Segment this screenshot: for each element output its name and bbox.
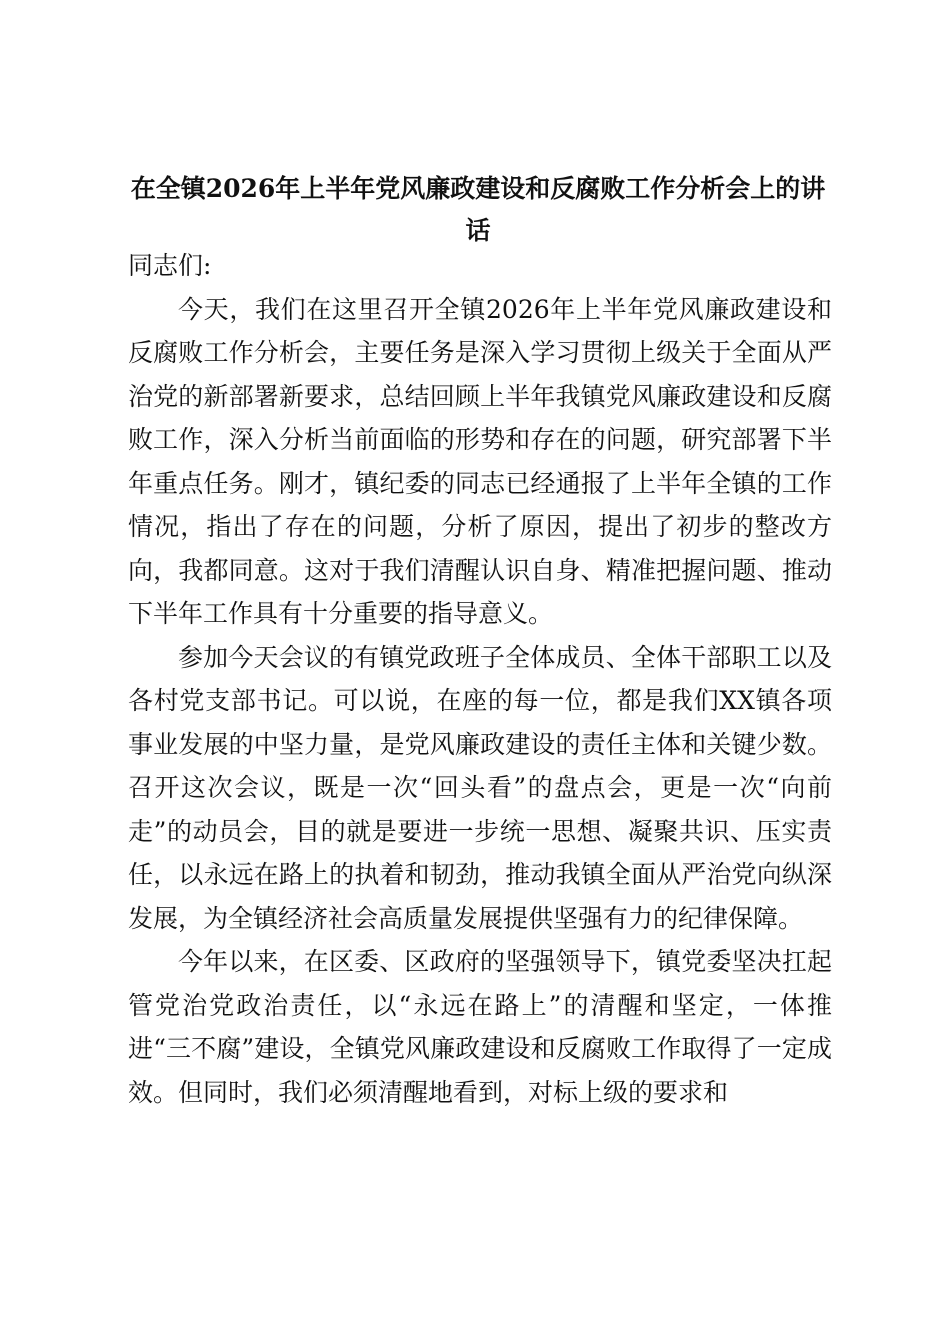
greeting: 同志们: — [128, 251, 212, 280]
document-title: 在全镇2026年上半年党风廉政建设和反腐败工作分析会上的讲话 — [130, 174, 826, 245]
paragraph-2: 参加今天会议的有镇党政班子全体成员、全体干部职工以及各村党支部书记。可以说，在座的每一位，都是我们XX镇各项事业发展的中坚力量，是党风廉政建设的责任主体和关键少数。召开这次会议，既是一次“回头看”的盘点会，更是一次“向前走”的动员会，目的就是要进一步统一思想、凝聚共识、压实责任，以永远在路上的执着和韧劲，推动我镇全面从严治党向纵深发展，为全镇经济社会高质量发展提供坚强有力的纪律保障。 — [128, 642, 832, 933]
paragraph-3: 今年以来，在区委、区政府的坚强领导下，镇党委坚决扛起管党治党政治责任，以“永远在路上”的清醒和坚定，一体推进“三不腐”建设，全镇党风廉政建设和反腐败工作取得了一定成效。但同时，我们必须清醒地看到，对标上级的要求和 — [128, 947, 832, 1107]
document-body — [128, 244, 832, 1114]
paragraph-1: 今天，我们在这里召开全镇2026年上半年党风廉政建设和反腐败工作分析会，主要任务是深入学习贯彻上级关于全面从严治党的新部署新要求，总结回顾上半年我镇党风廉政建设和反腐败工作，深入分析当前面临的形势和存在的问题，研究部署下半年重点任务。刚才，镇纪委的同志已经通报了上半年全镇的工作情况，指出了存在的问题，分析了原因，提出了初步的整改方向，我都同意。这对于我们清醒认识自身、精准把握问题、推动下半年工作具有十分重要的指导意义。 — [128, 294, 832, 628]
